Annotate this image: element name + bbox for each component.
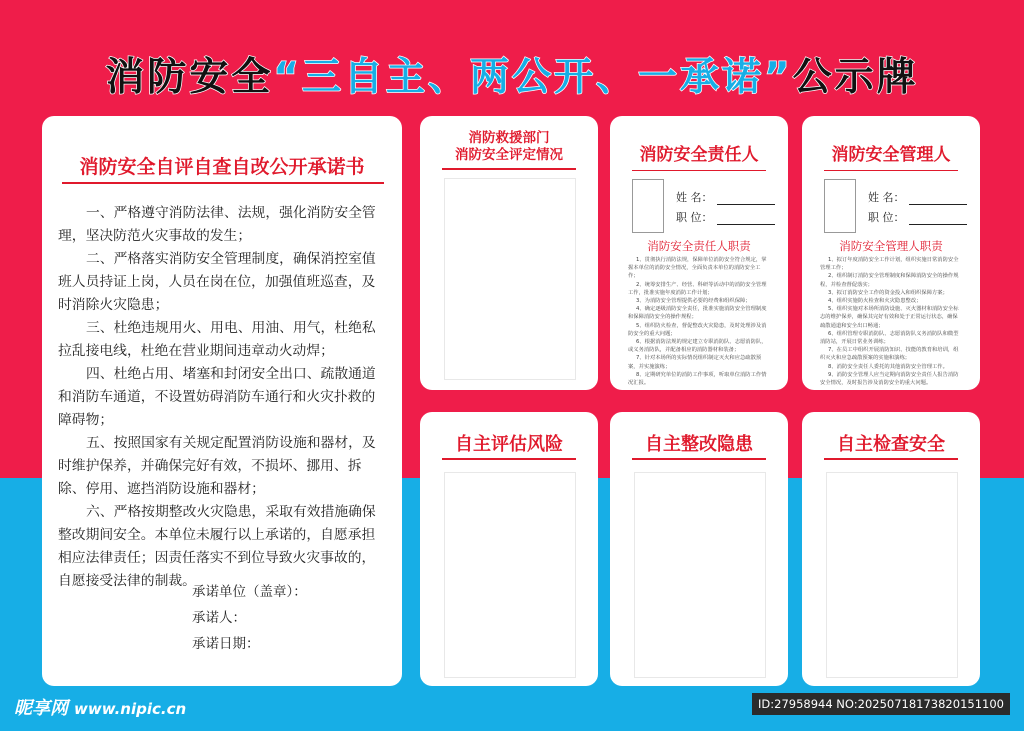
duty-item: 7、针对本场所的实际情况组织制定灭火和应急疏散预案，并实施演练；	[628, 355, 762, 370]
photo-placeholder	[824, 179, 856, 233]
duty-item: 4、确定逐级消防安全责任，批准实施消防安全管理制度和保障消防安全的操作规程；	[628, 306, 767, 321]
pledge-title: 消防安全自评自查自改公开承诺书	[79, 156, 365, 178]
duty-list	[820, 256, 962, 387]
duty-item: 1、拟订年度消防安全工作计划，组织实施日常消防安全管理工作；	[820, 257, 959, 272]
position-field	[676, 209, 775, 225]
rescue-title	[420, 130, 598, 164]
risk-assessment-card	[420, 412, 598, 686]
duty-list	[628, 256, 770, 387]
name-line	[909, 204, 967, 205]
rescue-title-rule	[442, 168, 576, 170]
duty-item: 2、组织制订消防安全管理制度和保障消防安全的操作规程，并检查督促落实；	[820, 273, 959, 288]
title-suffix: 公示牌	[792, 55, 919, 100]
risk-assessment-title: 自主评估风险	[455, 434, 563, 455]
name-label: 姓 名：	[868, 191, 905, 204]
hazard-rectification-title: 自主整改隐患	[645, 434, 753, 455]
pledge-paragraph: 六、严格按期整改火灾隐患，采取有效措施确保整改期间安全。本单位未履行以上承诺的，自愿承担相应法律责任；因责任落实不到位导致火灾事故的，自愿接受法律的制裁。	[58, 504, 376, 589]
duty-item: 3、为消防安全管理提供必要的经费和组织保障；	[636, 298, 751, 305]
pledge-paragraph: 五、按照国家有关规定配置消防设施和器材，及时维护保养，并确保完好有效，不损坏、挪用、拆除、停用、遮挡消防设施和器材；	[58, 435, 376, 497]
name-field	[676, 189, 775, 205]
risk-assessment-rule	[442, 458, 576, 460]
hazard-rectification-card	[610, 412, 788, 686]
pledge-paragraph: 三、杜绝违规用火、用电、用油、用气，杜绝私拉乱接电线，杜绝在营业期间违章动火动焊；	[58, 320, 376, 359]
name-label: 姓 名：	[676, 191, 713, 204]
responsible-card	[610, 116, 788, 390]
pledge-title-rule	[62, 182, 384, 184]
responsible-title: 消防安全责任人	[639, 145, 759, 165]
watermark-logo-text: 昵享网	[14, 698, 68, 719]
hazard-rectification-content-area	[634, 472, 766, 678]
manager-title: 消防安全管理人	[831, 145, 951, 165]
duty-item: 3、拟订消防安全工作的资金投入和组织保障方案；	[828, 289, 948, 296]
duty-item: 7、在员工中组织开展消防知识、技能的教育和培训，组织灭火和应急疏散预案的实施和演练；	[820, 347, 959, 362]
sign-unit-label: 承诺单位（盖章）：	[192, 584, 307, 600]
duty-item: 4、组织实施防火检查和火灾隐患整改；	[828, 298, 922, 305]
position-label: 职 位：	[676, 211, 713, 224]
photo-placeholder	[632, 179, 664, 233]
watermark-url: www.nipic.cn	[74, 700, 187, 718]
sign-date-label: 承诺日期：	[192, 636, 260, 652]
rescue-title-line2: 消防安全评定情况	[455, 147, 563, 163]
manager-title-rule	[824, 170, 958, 171]
duty-item: 9、消防安全管理人应当定期向消防安全责任人报告消防安全情况，及时报告涉及消防安全的重大问题。	[820, 371, 959, 387]
manager-card	[802, 116, 980, 390]
duty-item: 1、贯彻执行消防法规，保障单位消防安全符合规定，掌握本单位的消防安全情况，全面负责本单位的消防安全工作；	[628, 257, 767, 280]
duty-item: 8、消防安全责任人委托的其他消防安全管理工作。	[828, 363, 948, 370]
safety-inspection-card	[802, 412, 980, 686]
safety-inspection-rule	[824, 458, 958, 460]
duty-item: 2、统筹安排生产、经营、科研等活动中的消防安全管理工作，批准实施年度消防工作计划；	[628, 281, 767, 296]
safety-inspection-content-area	[826, 472, 958, 678]
pledge-paragraph: 四、杜绝占用、堵塞和封闭安全出口、疏散通道和消防车通道，不设置妨碍消防车通行和火灾扑救的障碍物；	[58, 366, 376, 428]
pledge-paragraph: 一、严格遵守消防法律、法规，强化消防安全管理，坚决防范火灾事故的发生；	[58, 205, 376, 244]
name-field	[868, 189, 967, 205]
title-prefix: 消防安全	[105, 55, 274, 100]
page-title	[0, 46, 1024, 102]
position-line	[909, 224, 967, 225]
position-label: 职 位：	[868, 211, 905, 224]
duty-item: 5、组织防火检查，督促整改火灾隐患，及时处理涉及消防安全的重大问题；	[628, 322, 767, 337]
pledge-paragraph: 二、严格落实消防安全管理制度，确保消控室值班人员持证上岗，人员在岗在位，加强值班巡查，及时消除火灾隐患；	[58, 251, 376, 313]
duty-title: 消防安全责任人职责	[647, 239, 751, 253]
rescue-content-area	[444, 178, 576, 380]
position-field	[868, 209, 967, 225]
rescue-card	[420, 116, 598, 390]
duty-item: 5、组织实施对本场所消防设施、灭火器材和消防安全标志的维护保养，确保其完好有效和处于正常运行状态，确保疏散通道和安全出口畅通；	[820, 306, 959, 329]
risk-assessment-content-area	[444, 472, 576, 678]
duty-title: 消防安全管理人职责	[839, 239, 943, 253]
duty-item: 8、定期研究单位的消防工作事项，听取单位消防工作情况汇报。	[628, 371, 767, 387]
rescue-title-line1: 消防救援部门	[468, 130, 550, 146]
watermark-id: ID:27958944 NO:20250718173820151100	[752, 693, 1010, 715]
hazard-rectification-rule	[632, 458, 766, 460]
duty-item: 6、根据消防法规的规定建立专职消防队、志愿消防队，或义务消防队，并配备相应的消防器材和装备；	[628, 339, 767, 354]
position-line	[717, 224, 775, 225]
watermark-logo	[14, 694, 186, 720]
responsible-title-rule	[632, 170, 766, 171]
title-highlight: “三自主、两公开、一承诺”	[273, 55, 793, 100]
sign-person-label: 承诺人：	[192, 610, 246, 626]
safety-inspection-title: 自主检查安全	[837, 434, 945, 455]
duty-item: 6、组织管理专职消防队、志愿消防队义务消防队和微型消防站，开展日常业务训练；	[820, 330, 959, 346]
name-line	[717, 204, 775, 205]
